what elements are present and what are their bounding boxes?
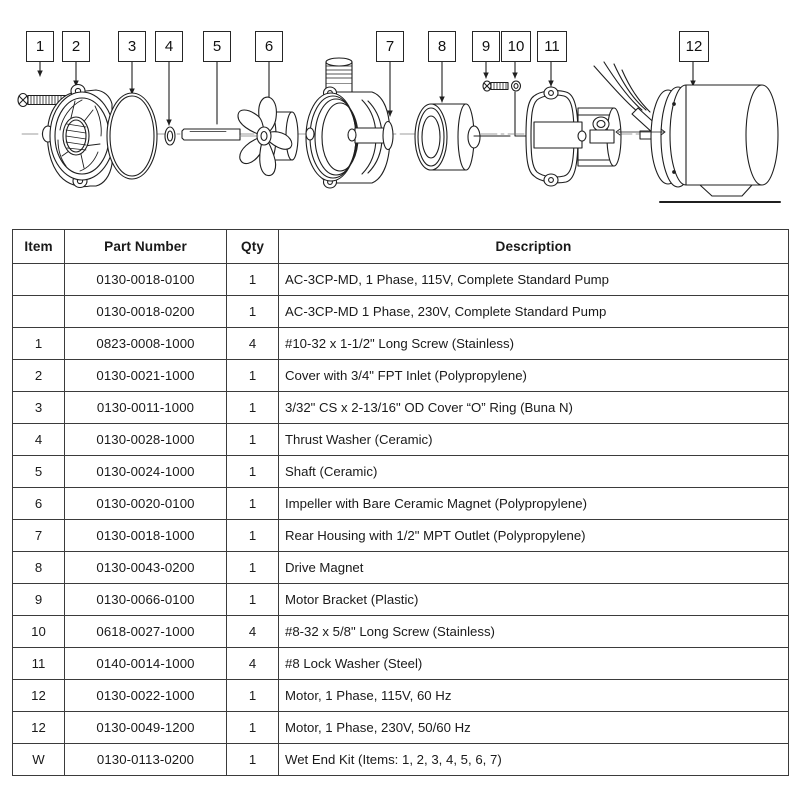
table-row bbox=[13, 616, 789, 648]
cell-description: #8 Lock Washer (Steel) bbox=[279, 648, 789, 680]
cell-description: Rear Housing with 1/2" MPT Outlet (Polypropylene) bbox=[279, 520, 789, 552]
cell-part-number: 0130-0018-0200 bbox=[65, 296, 227, 328]
parts-table bbox=[12, 229, 789, 776]
callout-label: 2 bbox=[71, 38, 81, 55]
cell-description: AC-3CP-MD, 1 Phase, 115V, Complete Standard Pump bbox=[279, 264, 789, 296]
part-screw-short bbox=[483, 81, 508, 91]
callout-label: 4 bbox=[164, 38, 174, 55]
cell-qty: 1 bbox=[227, 424, 279, 456]
table-row bbox=[13, 680, 789, 712]
cell-qty: 4 bbox=[227, 328, 279, 360]
parts-table-body bbox=[13, 264, 789, 776]
callout-box-5 bbox=[203, 31, 231, 62]
part-motor-bracket bbox=[526, 87, 621, 186]
cell-part-number: 0618-0027-1000 bbox=[65, 616, 227, 648]
cell-part-number: 0130-0018-0100 bbox=[65, 264, 227, 296]
cell-item: 11 bbox=[13, 648, 65, 680]
cell-part-number: 0130-0066-0100 bbox=[65, 584, 227, 616]
cell-qty: 4 bbox=[227, 616, 279, 648]
cell-part-number: 0130-0022-1000 bbox=[65, 680, 227, 712]
part-lock-washer bbox=[512, 81, 521, 91]
cell-part-number: 0130-0011-1000 bbox=[65, 392, 227, 424]
callout-label: 6 bbox=[264, 38, 274, 55]
cell-description: Motor, 1 Phase, 230V, 50/60 Hz bbox=[279, 712, 789, 744]
table-row bbox=[13, 296, 789, 328]
part-motor bbox=[594, 62, 780, 202]
cell-qty: 1 bbox=[227, 296, 279, 328]
cell-item: 8 bbox=[13, 552, 65, 584]
callout-box-9 bbox=[472, 31, 500, 62]
column-header-part-number: Part Number bbox=[65, 230, 227, 264]
cell-description: Motor, 1 Phase, 115V, 60 Hz bbox=[279, 680, 789, 712]
cell-part-number: 0130-0113-0200 bbox=[65, 744, 227, 776]
callout-label: 8 bbox=[437, 38, 447, 55]
column-header-qty: Qty bbox=[227, 230, 279, 264]
part-rear-housing bbox=[306, 58, 393, 188]
callout-label: 11 bbox=[544, 38, 560, 55]
callout-box-3 bbox=[118, 31, 146, 62]
callout-box-4 bbox=[155, 31, 183, 62]
cell-qty: 1 bbox=[227, 712, 279, 744]
part-thrust-washer bbox=[165, 127, 175, 145]
table-row bbox=[13, 424, 789, 456]
table-row bbox=[13, 488, 789, 520]
cell-qty: 1 bbox=[227, 584, 279, 616]
column-header-description: Description bbox=[279, 230, 789, 264]
cell-description: #10-32 x 1-1/2" Long Screw (Stainless) bbox=[279, 328, 789, 360]
cell-qty: 1 bbox=[227, 360, 279, 392]
cell-description: Cover with 3/4" FPT Inlet (Polypropylene) bbox=[279, 360, 789, 392]
cell-part-number: 0140-0014-1000 bbox=[65, 648, 227, 680]
callout-box-1 bbox=[26, 31, 54, 62]
part-shaft bbox=[182, 129, 240, 140]
cell-part-number: 0130-0018-1000 bbox=[65, 520, 227, 552]
cell-item: 10 bbox=[13, 616, 65, 648]
cell-item: 12 bbox=[13, 680, 65, 712]
cell-description: Shaft (Ceramic) bbox=[279, 456, 789, 488]
cell-qty: 1 bbox=[227, 744, 279, 776]
cell-part-number: 0823-0008-1000 bbox=[65, 328, 227, 360]
cell-part-number: 0130-0020-0100 bbox=[65, 488, 227, 520]
cell-qty: 1 bbox=[227, 392, 279, 424]
part-o-ring bbox=[107, 93, 157, 179]
cell-item: W bbox=[13, 744, 65, 776]
table-row bbox=[13, 392, 789, 424]
cell-description: Motor Bracket (Plastic) bbox=[279, 584, 789, 616]
cell-item: 7 bbox=[13, 520, 65, 552]
cell-item: 12 bbox=[13, 712, 65, 744]
cell-qty: 1 bbox=[227, 680, 279, 712]
cell-description: 3/32" CS x 2-13/16" OD Cover “O” Ring (Buna N) bbox=[279, 392, 789, 424]
callout-label: 3 bbox=[127, 38, 137, 55]
table-row bbox=[13, 584, 789, 616]
cell-item: 5 bbox=[13, 456, 65, 488]
cell-item: 3 bbox=[13, 392, 65, 424]
cell-item: 2 bbox=[13, 360, 65, 392]
callout-box-11 bbox=[537, 31, 567, 62]
cell-qty: 1 bbox=[227, 520, 279, 552]
callout-box-6 bbox=[255, 31, 283, 62]
cell-part-number: 0130-0043-0200 bbox=[65, 552, 227, 584]
cell-item: 6 bbox=[13, 488, 65, 520]
callout-label: 1 bbox=[35, 38, 45, 55]
table-row bbox=[13, 552, 789, 584]
cell-item bbox=[13, 296, 65, 328]
callout-box-7 bbox=[376, 31, 404, 62]
cell-qty: 1 bbox=[227, 488, 279, 520]
cell-item: 4 bbox=[13, 424, 65, 456]
parts-table-container bbox=[12, 229, 788, 776]
table-row bbox=[13, 520, 789, 552]
exploded-diagram bbox=[0, 0, 807, 222]
cell-item bbox=[13, 264, 65, 296]
callout-label: 9 bbox=[481, 38, 491, 55]
callout-box-8 bbox=[428, 31, 456, 62]
part-impeller bbox=[238, 97, 298, 175]
callout-label: 12 bbox=[685, 38, 703, 55]
cell-qty: 1 bbox=[227, 264, 279, 296]
table-row bbox=[13, 712, 789, 744]
cell-qty: 1 bbox=[227, 456, 279, 488]
cell-part-number: 0130-0024-1000 bbox=[65, 456, 227, 488]
callout-box-12 bbox=[679, 31, 709, 62]
callout-box-10 bbox=[501, 31, 531, 62]
callout-label: 7 bbox=[385, 38, 395, 55]
table-row bbox=[13, 328, 789, 360]
cell-item: 1 bbox=[13, 328, 65, 360]
table-row bbox=[13, 456, 789, 488]
cell-description: Wet End Kit (Items: 1, 2, 3, 4, 5, 6, 7) bbox=[279, 744, 789, 776]
cell-item: 9 bbox=[13, 584, 65, 616]
cell-description: AC-3CP-MD 1 Phase, 230V, Complete Standard Pump bbox=[279, 296, 789, 328]
callout-label: 5 bbox=[212, 38, 222, 55]
table-row bbox=[13, 744, 789, 776]
table-header-row bbox=[13, 230, 789, 264]
cell-qty: 4 bbox=[227, 648, 279, 680]
table-row bbox=[13, 360, 789, 392]
cell-description: Thrust Washer (Ceramic) bbox=[279, 424, 789, 456]
cell-description: #8-32 x 5/8" Long Screw (Stainless) bbox=[279, 616, 789, 648]
cell-description: Drive Magnet bbox=[279, 552, 789, 584]
table-row bbox=[13, 648, 789, 680]
cell-part-number: 0130-0049-1200 bbox=[65, 712, 227, 744]
cell-qty: 1 bbox=[227, 552, 279, 584]
table-row bbox=[13, 264, 789, 296]
part-drive-magnet bbox=[415, 104, 510, 170]
callout-label: 10 bbox=[507, 38, 525, 55]
cell-description: Impeller with Bare Ceramic Magnet (Polypropylene) bbox=[279, 488, 789, 520]
callout-box-2 bbox=[62, 31, 90, 62]
cell-part-number: 0130-0021-1000 bbox=[65, 360, 227, 392]
parts-table-header bbox=[13, 230, 789, 264]
column-header-item: Item bbox=[13, 230, 65, 264]
cell-part-number: 0130-0028-1000 bbox=[65, 424, 227, 456]
